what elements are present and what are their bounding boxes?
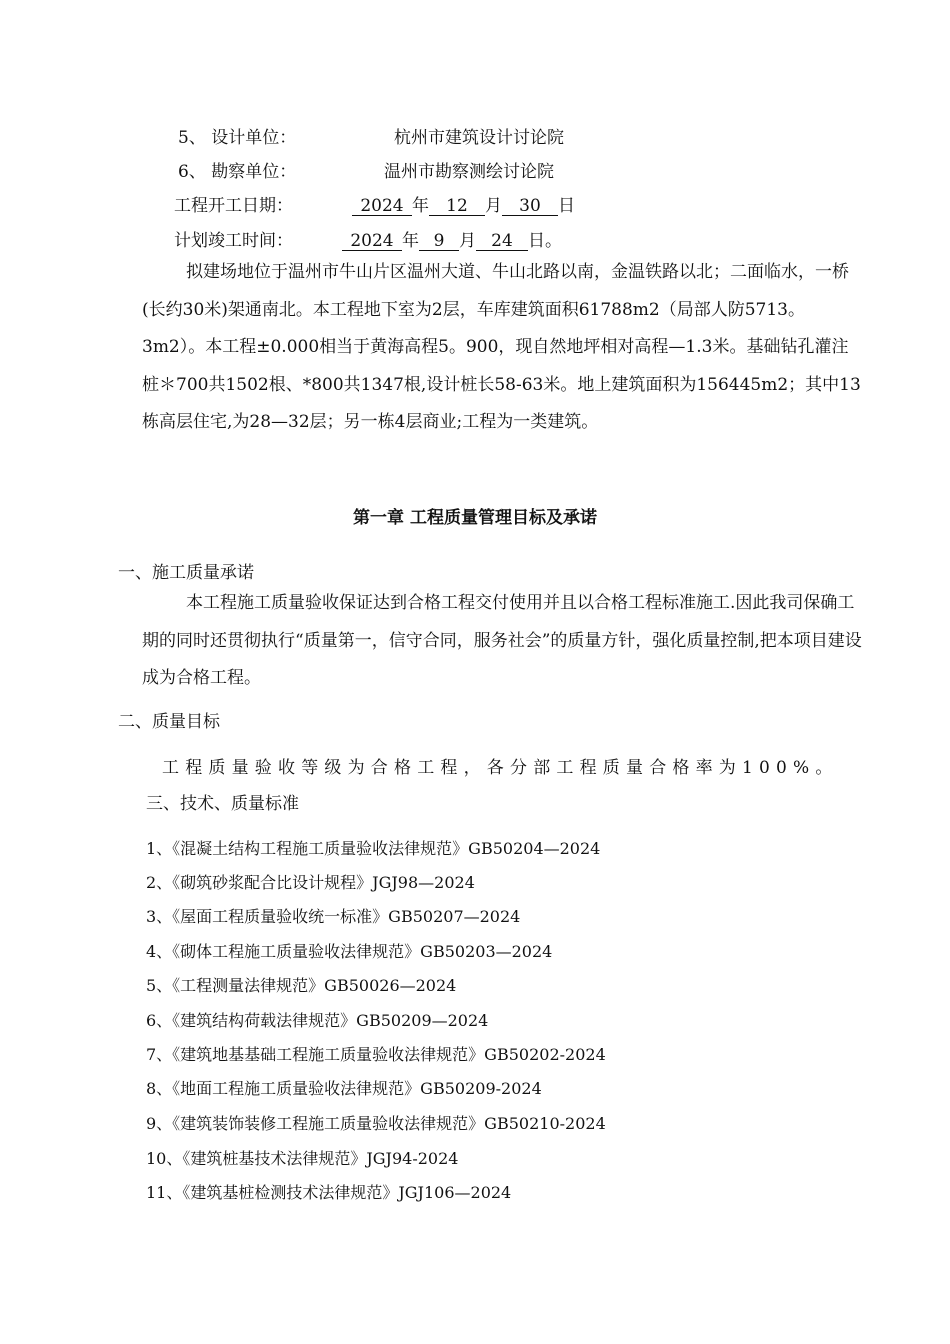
- start-year: 2024: [352, 197, 412, 216]
- start-month-char: 月: [485, 196, 502, 216]
- standard-item: 4、《砌体工程施工质量验收法律规范》GB50203—2024: [146, 942, 553, 961]
- start-day: 30: [502, 197, 558, 216]
- standard-item: 11、《建筑基桩检测技术法律规范》JGJ106—2024: [146, 1183, 512, 1202]
- end-date: [342, 231, 562, 251]
- standard-item: 1、《混凝土结构工程施工质量验收法律规范》GB50204—2024: [146, 839, 601, 858]
- standard-item: 2、《砌筑砂浆配合比设计规程》JGJ98—2024: [146, 873, 475, 892]
- start-day-char: 日: [558, 196, 575, 216]
- start-month: 12: [429, 197, 485, 216]
- start-date-label: 工程开工日期：: [174, 196, 293, 216]
- survey-unit-label: 6、 勘察单位：: [178, 162, 297, 182]
- section-2-title: 二、质量目标: [118, 712, 220, 732]
- section-2-body: 工程质量验收等级为合格工程，各分部工程质量合格率为100%。: [162, 758, 839, 778]
- standard-item: 3、《屋面工程质量验收统一标准》GB50207—2024: [146, 907, 521, 926]
- end-month-char: 月: [459, 231, 476, 251]
- section-3-title: 三、技术、质量标准: [146, 794, 299, 814]
- design-unit-value: 杭州市建筑设计讨论院: [394, 128, 564, 148]
- design-unit-label: 5、 设计单位：: [178, 128, 297, 148]
- end-day: 24: [476, 232, 528, 251]
- standard-item: 8、《地面工程施工质量验收法律规范》GB50209-2024: [146, 1079, 542, 1098]
- start-year-char: 年: [412, 196, 429, 216]
- section-1-body: 本工程施工质量验收保证达到合格工程交付使用并且以合格工程标准施工.因此我司保确工期的同时还贯彻执行“质量第一，信守合同，服务社会”的质量方针，强化质量控制,把本项目建设成为合格工程。: [142, 593, 862, 688]
- end-day-char: 日。: [528, 231, 562, 251]
- project-overview-paragraph: 拟建场地位于温州市牛山片区温州大道、牛山北路以南，金温铁路以北；二面临水，一桥(长约30米)架通南北。本工程地下室为2层，车库建筑面积61788m2（局部人防5713。3m2）。本工程±0.000相当于黄海高程5。900，现自然地坪相对高程—1.3米。基础钻孔灌注桩＊700共1502根、*800共1347根,设计桩长58-63米。地上建筑面积为156445m2；其中13栋高层住宅,为28—32层；另一栋4层商业;工程为一类建筑。: [142, 262, 861, 432]
- standard-item: 7、《建筑地基基础工程施工质量验收法律规范》GB50202-2024: [146, 1045, 606, 1064]
- chapter-title: 第一章 工程质量管理目标及承诺: [353, 508, 597, 528]
- end-month: 9: [419, 232, 459, 251]
- standard-item: 5、《工程测量法律规范》GB50026—2024: [146, 976, 457, 995]
- end-year-char: 年: [402, 231, 419, 251]
- survey-unit-value: 温州市勘察测绘讨论院: [384, 162, 554, 182]
- section-1-title: 一、施工质量承诺: [118, 563, 254, 583]
- standard-item: 6、《建筑结构荷载法律规范》GB50209—2024: [146, 1011, 489, 1030]
- start-date: [352, 196, 575, 216]
- standard-item: 10、《建筑桩基技术法律规范》JGJ94-2024: [146, 1149, 459, 1168]
- end-date-label: 计划竣工时间：: [174, 231, 293, 251]
- standard-item: 9、《建筑装饰装修工程施工质量验收法律规范》GB50210-2024: [146, 1114, 606, 1133]
- end-year: 2024: [342, 232, 402, 251]
